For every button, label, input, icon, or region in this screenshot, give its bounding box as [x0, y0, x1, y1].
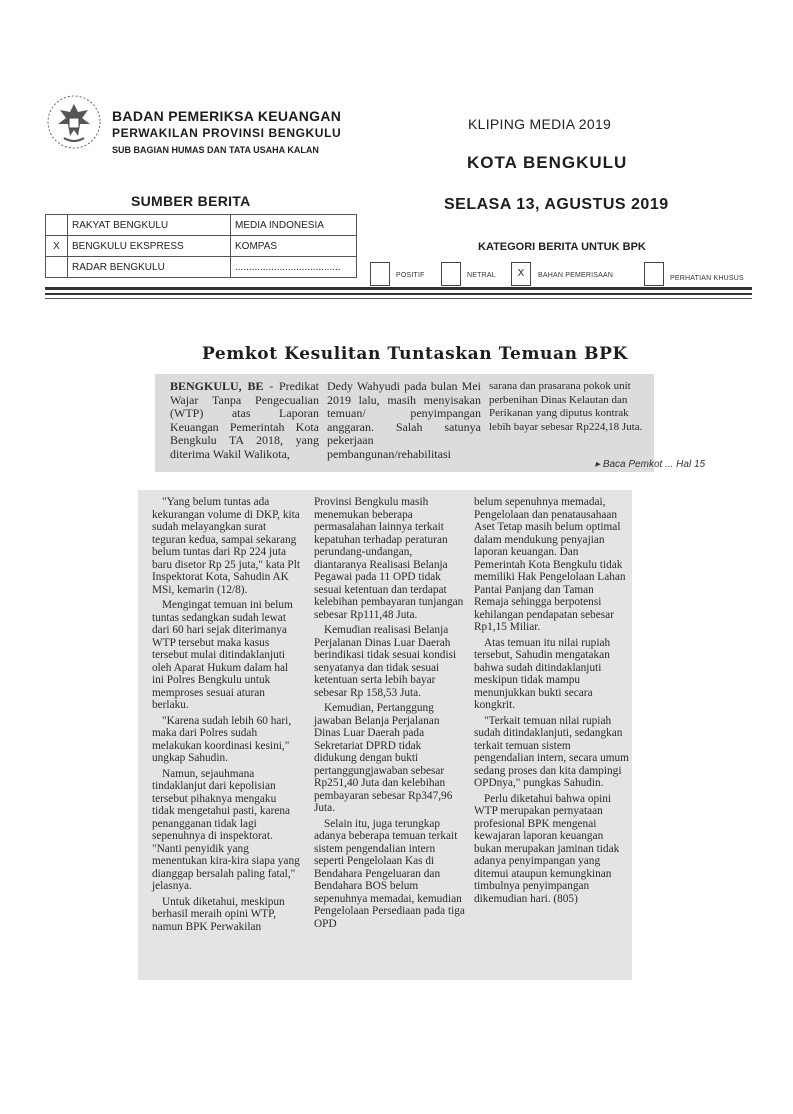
- article-headline: Pemkot Kesulitan Tuntaskan Temuan BPK: [202, 344, 628, 364]
- org-unit: SUB BAGIAN HUMAS DAN TATA USAHA KALAN: [112, 145, 319, 155]
- paragraph: Untuk diketahui, meskipun berhasil meraih opini WTP, namun BPK Perwakilan: [152, 895, 285, 933]
- body-column-1: [152, 496, 301, 936]
- source-name: ......................................: [231, 257, 357, 278]
- dateline: BENGKULU, BE: [170, 379, 264, 393]
- lead-column-3: sarana dan prasarana pokok unit perbenihan Dinas Kelautan dan Perikanan yang diputus kontrak lebih bayar sebesar Rp224,18 Juta.: [489, 380, 643, 433]
- category-label-netral: NETRAL: [467, 272, 496, 279]
- source-name: RADAR BENGKULU: [68, 257, 231, 278]
- arrow-right-icon: ▸: [595, 459, 603, 470]
- paragraph: Mengingat temuan ini belum tuntas sedangkan sudah lewat dari 60 hari sejak diterimanya WTP tersebut maka kasus tersebut mulai ditindaklanjuti oleh Aparat Hukum dalam hal ini Polres Bengkulu untuk memproses sesuai aturan berlaku.: [152, 599, 293, 711]
- source-row: [46, 236, 357, 257]
- paragraph: "Karena sudah lebih 60 hari, maka dari Polres sudah melakukan koordinasi kesini," ungkap Sahudin.: [152, 714, 292, 764]
- date-title: SELASA 13, AGUSTUS 2019: [444, 196, 669, 213]
- category-checkbox-perhatian-khusus[interactable]: [644, 262, 664, 286]
- category-checkbox-bahan-pemerisaan[interactable]: X: [511, 262, 531, 286]
- source-mark: [46, 215, 68, 236]
- continued-note: ▸ Baca Pemkot ... Hal 15: [595, 459, 706, 470]
- paragraph: Kemudian, Pertanggung jawaban Belanja Perjalanan Dinas Luar Daerah pada Sekretariat DPRD tidak didukung dengan bukti pertanggungjawaban sebesar Rp251,40 Juta dan kelebihan pembayaran sebesar Rp347,96 Juta.: [314, 702, 453, 814]
- header-divider: [45, 298, 752, 299]
- paragraph: Provinsi Bengkulu masih menemukan beberapa permasalahan lainnya terkait kepatuhan terhadap peraturan perundang-undangan, diantaranya Realisasi Belanja Pegawai pada 11 OPD tidak sesuai ketentuan dan terdapat kelebihan pembayaran tunjangan sebesar Rp111,48 Juta.: [314, 496, 464, 621]
- paragraph: Kemudian realisasi Belanja Perjalanan Dinas Luar Daerah berindikasi tidak sesuai kondisi senyatanya dan tidak sesuai ketentuan serta lebih bayar sebesar Rp 158,53 Juta.: [314, 624, 457, 699]
- paragraph: Atas temuan itu nilai rupiah tersebut, Sahudin mengatakan bahwa sudah ditindaklanjuti meskipun tidak mampu menunjukkan bukti secara kongkrit.: [474, 636, 611, 711]
- body-column-2: [314, 496, 466, 933]
- source-mark: X: [46, 236, 68, 257]
- garuda-emblem-icon: [44, 92, 104, 152]
- source-name: MEDIA INDONESIA: [231, 215, 357, 236]
- paragraph: belum sepenuhnya memadai, Pengelolaan dan penatausahaan Aset Tetap masih belum optimal dalam mendukung penyajian laporan keuangan. Dan Pemerintah Kota Bengkulu tidak memiliki Hak Pengelolaan Lahan Pantai Panjang dan Taman Remaja sehingga berpotensi kehilangan pendapatan sebesar Rp1,15 Miliar.: [474, 496, 626, 633]
- paragraph: Namun, sejauhmana tindaklanjut dari kepolisian tersebut pihaknya mengaku tidak mengetahui pasti, karena penangganan tidak lagi sepenuhnya di inspektorat. "Nanti penyidik yang menentukan kira-kira siapa yang dianggap bersalah paling fatal," jelasnya.: [152, 767, 300, 892]
- header-divider: [45, 287, 752, 290]
- category-label-perhatian-khusus: PERHATIAN KHUSUS: [670, 275, 744, 282]
- category-title: KATEGORI BERITA UNTUK BPK: [478, 241, 646, 253]
- paragraph: "Yang belum tuntas ada kekurangan volume di DKP, kita sudah melayangkan surat teguran kedua, sampai sekarang belum tuntas dari Rp 224 juta baru disetor Rp 25 juta," kata Plt Inspektorat Kota, Sahudin AK MSi, kemarin (12/8).: [152, 496, 300, 596]
- source-table: [45, 214, 357, 278]
- body-column-3: [474, 496, 631, 908]
- source-title: SUMBER BERITA: [131, 193, 251, 209]
- org-name: BADAN PEMERIKSA KEUANGAN: [112, 108, 342, 124]
- city-title: KOTA BENGKULU: [467, 153, 628, 172]
- org-branch: PERWAKILAN PROVINSI BENGKULU: [112, 126, 342, 140]
- source-mark: [46, 257, 68, 278]
- category-label-positif: POSITIF: [396, 272, 425, 279]
- category-checkbox-netral[interactable]: [441, 262, 461, 286]
- source-row: [46, 257, 357, 278]
- source-name: KOMPAS: [231, 236, 357, 257]
- header-divider: [45, 293, 752, 295]
- source-name: BENGKULU EKSPRESS: [68, 236, 231, 257]
- category-checkbox-positif[interactable]: [370, 262, 390, 286]
- paragraph: "Terkait temuan nilai rupiah sudah ditindaklanjuti, sedangkan terkait temuan sistem pengendalian intern, secara umum sedang proses dan kita dampingi OPDnya," pungkas Sahudin.: [474, 714, 629, 789]
- paragraph: Selain itu, juga terungkap adanya beberapa temuan terkait sistem pengendalian intern seperti Pengelolaan Kas di Bendahara Pengeluaran dan Bendahara BOS belum sepenuhnya memadai, kemudian Pengelolaan Persediaan pada tiga OPD: [314, 817, 465, 930]
- source-row: [46, 215, 357, 236]
- lead-column-2: Dedy Wahyudi pada bulan Mei 2019 lalu, masih menyisakan temuan/ penyimpangan anggaran. Salah satunya pekerjaan pembangunan/rehabilitasi: [327, 379, 481, 461]
- paragraph: Perlu diketahui bahwa opini WTP merupakan pernyataan profesional BPK mengenai kewajaran laporan keuangan bukan merupakan jaminan tidak adanya penyimpangan yang ditemui ataupun kemungkinan timbulnya penyimpangan dikemudian hari. (805): [474, 792, 620, 905]
- lead-column-1: BENGKULU, BE - Predikat Wajar Tanpa Pengecualian (WTP) atas Laporan Keuangan Pemerintah Kota Bengkulu TA 2018, yang diterima Wakil Walikota,: [170, 379, 319, 461]
- kliping-title: KLIPING MEDIA 2019: [468, 116, 612, 132]
- category-label-bahan-pemerisaan: BAHAN PEMERISAAN: [538, 272, 614, 279]
- source-name: RAKYAT BENGKULU: [68, 215, 231, 236]
